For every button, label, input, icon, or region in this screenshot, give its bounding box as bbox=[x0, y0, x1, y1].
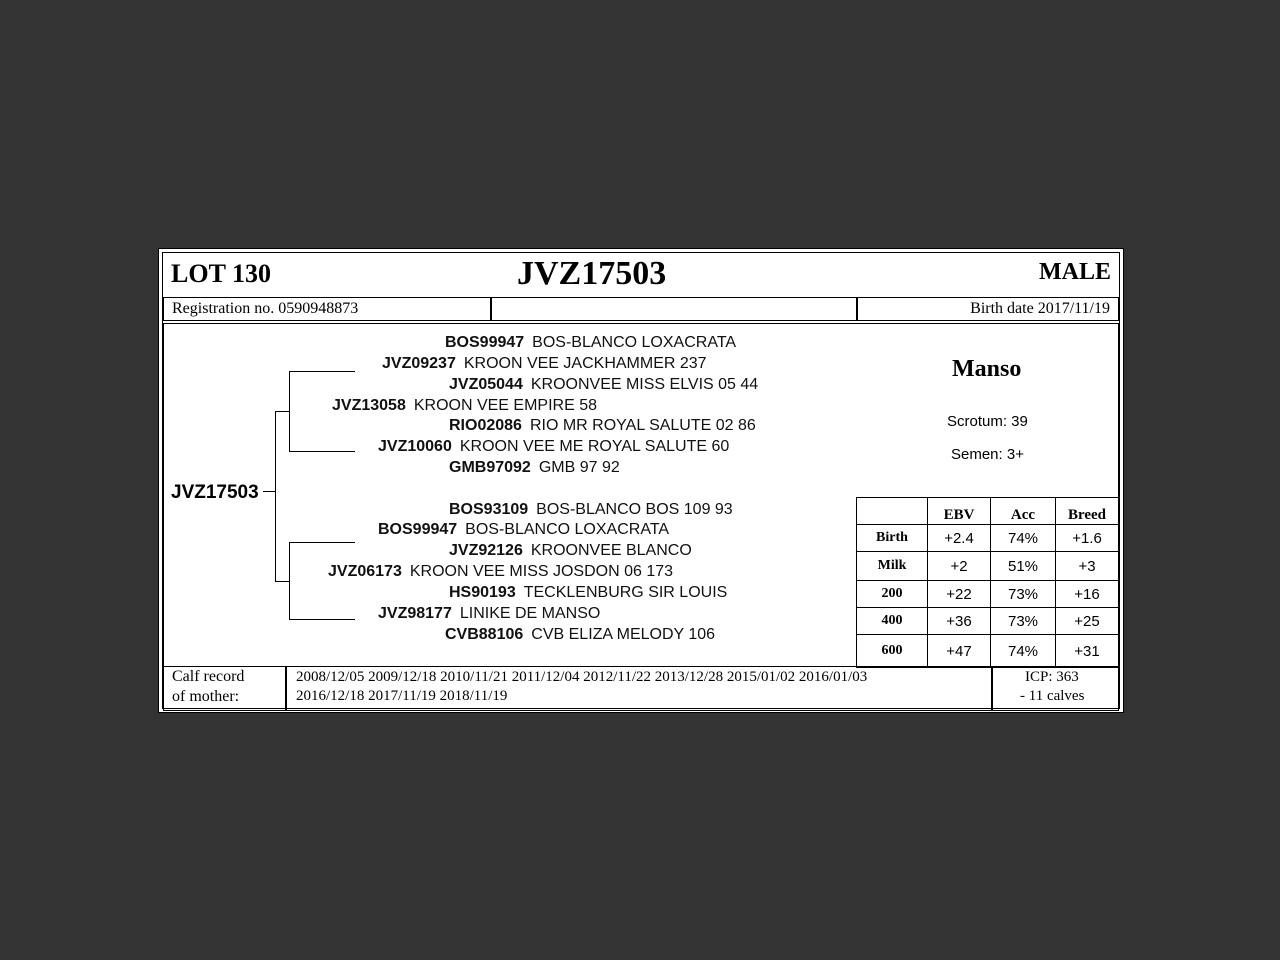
pedigree-code: CVB88106 bbox=[445, 626, 524, 643]
ebv-row bbox=[857, 552, 1119, 581]
acc-value: 74% bbox=[991, 525, 1056, 552]
pedigree-name: BOS-BLANCO LOXACRATA bbox=[532, 334, 737, 351]
lot-card bbox=[158, 248, 1124, 713]
acc-value: 73% bbox=[991, 581, 1056, 608]
pedigree-entry bbox=[449, 501, 733, 519]
pedigree-code: BOS93109 bbox=[449, 501, 529, 518]
pedigree-dam-bottom bbox=[289, 619, 355, 620]
ebv-row-label: Birth bbox=[857, 525, 928, 552]
pedigree-entry bbox=[378, 438, 729, 456]
pedigree-dam-connector bbox=[275, 581, 289, 582]
ebv-row bbox=[857, 525, 1119, 552]
pedigree-code: BOS99947 bbox=[378, 521, 458, 538]
pedigree-name: LINIKE DE MANSO bbox=[459, 605, 601, 622]
pedigree-code: JVZ06173 bbox=[328, 563, 402, 580]
calf-record-label-box bbox=[163, 666, 287, 711]
acc-header: Acc bbox=[991, 498, 1056, 525]
sex-label: MALE bbox=[1039, 259, 1111, 285]
ebv-header-row bbox=[857, 498, 1119, 525]
pedigree-sire-top bbox=[289, 371, 355, 372]
acc-value: 74% bbox=[991, 635, 1056, 668]
pedigree-code: BOS99947 bbox=[445, 334, 525, 351]
pedigree-code: HS90193 bbox=[449, 584, 516, 601]
pedigree-root-connector bbox=[263, 491, 275, 492]
ebv-value: +2.4 bbox=[928, 525, 991, 552]
pedigree-name: RIO MR ROYAL SALUTE 02 86 bbox=[529, 417, 756, 434]
ebv-row-label: 600 bbox=[857, 635, 928, 668]
pedigree-sire-connector bbox=[275, 411, 289, 412]
pedigree-name: BOS-BLANCO BOS 109 93 bbox=[536, 501, 733, 518]
registration-number: Registration no. 0590948873 bbox=[172, 300, 359, 317]
pedigree-code: GMB97092 bbox=[449, 459, 531, 476]
pedigree-name: TECKLENBURG SIR LOUIS bbox=[523, 584, 728, 601]
pedigree-code: JVZ92126 bbox=[449, 542, 523, 559]
pedigree-name: KROON VEE JACKHAMMER 237 bbox=[463, 355, 707, 372]
icp-value: ICP: 363 bbox=[1025, 669, 1079, 685]
pedigree-entry bbox=[449, 584, 727, 602]
ebv-row bbox=[857, 608, 1119, 635]
middle-info-box bbox=[490, 297, 858, 321]
acc-value: 51% bbox=[991, 552, 1056, 581]
pedigree-sire-bottom bbox=[289, 451, 355, 452]
pedigree-code: RIO02086 bbox=[449, 417, 522, 434]
ebv-value: +36 bbox=[928, 608, 991, 635]
pedigree-code: JVZ10060 bbox=[378, 438, 452, 455]
breed-value: +25 bbox=[1056, 608, 1119, 635]
breed-value: +1.6 bbox=[1056, 525, 1119, 552]
ebv-row bbox=[857, 581, 1119, 608]
pedigree-name: KROONVEE MISS ELVIS 05 44 bbox=[530, 376, 759, 393]
semen-value: Semen: 3+ bbox=[951, 446, 1024, 463]
animal-name: Manso bbox=[952, 356, 1022, 382]
animal-id-title: JVZ17503 bbox=[517, 255, 667, 292]
pedigree-root: JVZ17503 bbox=[171, 482, 259, 503]
birth-date-box bbox=[856, 297, 1119, 321]
breed-value: +3 bbox=[1056, 552, 1119, 581]
calf-record-dates-1: 2008/12/05 2009/12/18 2010/11/21 2011/12/04 2012/11/22 2013/12/28 2015/01/02 2016/01/03 bbox=[296, 669, 868, 685]
breed-header: Breed bbox=[1056, 498, 1119, 525]
ebv-row-label: Milk bbox=[857, 552, 928, 581]
pedigree-sire-vertical bbox=[289, 371, 290, 451]
ebv-value: +2 bbox=[928, 552, 991, 581]
pedigree-entry bbox=[445, 626, 715, 644]
pedigree-entry bbox=[378, 521, 669, 539]
pedigree-entry bbox=[378, 605, 600, 623]
registration-box bbox=[163, 297, 492, 321]
pedigree-root-vertical bbox=[275, 411, 276, 581]
scrotum-value: Scrotum: 39 bbox=[947, 413, 1028, 430]
pedigree-entry bbox=[449, 542, 692, 560]
calf-record-dates-box bbox=[285, 666, 993, 711]
breed-value: +31 bbox=[1056, 635, 1119, 668]
pedigree-name: CVB ELIZA MELODY 106 bbox=[531, 626, 716, 643]
pedigree-entry bbox=[382, 355, 707, 373]
pedigree-code: JVZ98177 bbox=[378, 605, 452, 622]
lot-number: LOT 130 bbox=[171, 259, 271, 288]
ebv-value: +22 bbox=[928, 581, 991, 608]
pedigree-entry bbox=[449, 459, 620, 477]
pedigree-name: GMB 97 92 bbox=[538, 459, 620, 476]
pedigree-name: KROON VEE EMPIRE 58 bbox=[413, 397, 598, 414]
acc-value: 73% bbox=[991, 608, 1056, 635]
pedigree-name: KROON VEE ME ROYAL SALUTE 60 bbox=[459, 438, 730, 455]
pedigree-code: JVZ09237 bbox=[382, 355, 456, 372]
calf-record-dates-2: 2016/12/18 2017/11/19 2018/11/19 bbox=[296, 688, 508, 704]
calf-record-label-2: of mother: bbox=[172, 688, 240, 705]
birth-date: Birth date 2017/11/19 bbox=[970, 300, 1110, 317]
ebv-corner-cell bbox=[857, 498, 928, 525]
pedigree-entry bbox=[328, 563, 673, 581]
pedigree-code: JVZ13058 bbox=[332, 397, 406, 414]
ebv-value: +47 bbox=[928, 635, 991, 668]
pedigree-entry bbox=[449, 417, 756, 435]
pedigree-entry bbox=[332, 397, 597, 415]
calves-count: - 11 calves bbox=[1020, 688, 1085, 704]
icp-box bbox=[991, 666, 1119, 711]
pedigree-entry bbox=[449, 376, 758, 394]
pedigree-dam-top bbox=[289, 542, 355, 543]
pedigree-dam-vertical bbox=[289, 542, 290, 619]
pedigree-name: KROONVEE BLANCO bbox=[530, 542, 692, 559]
ebv-row-label: 200 bbox=[857, 581, 928, 608]
lot-card-inner bbox=[162, 252, 1120, 709]
pedigree-name: BOS-BLANCO LOXACRATA bbox=[465, 521, 670, 538]
ebv-table bbox=[856, 497, 1119, 668]
pedigree-name: KROON VEE MISS JOSDON 06 173 bbox=[409, 563, 674, 580]
breed-value: +16 bbox=[1056, 581, 1119, 608]
pedigree-code: JVZ05044 bbox=[449, 376, 523, 393]
calf-record-label-1: Calf record bbox=[172, 668, 245, 685]
ebv-row-label: 400 bbox=[857, 608, 928, 635]
pedigree-entry bbox=[445, 334, 736, 352]
ebv-row bbox=[857, 635, 1119, 668]
ebv-header: EBV bbox=[928, 498, 991, 525]
